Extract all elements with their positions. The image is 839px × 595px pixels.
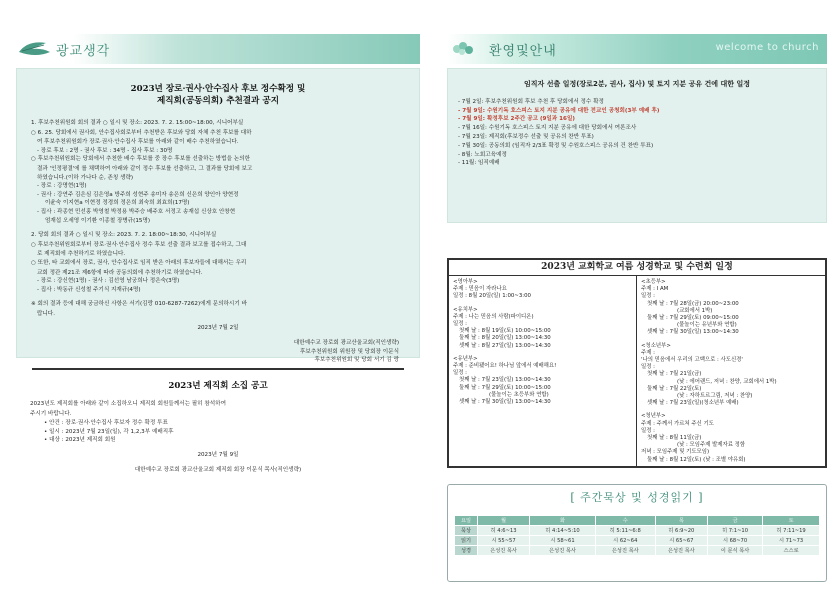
vbs-line: 둘째 날 : 7월 29일(토) 10:00~15:00 <box>459 384 551 391</box>
plan-cell: 히 4:6~13 <box>477 526 529 536</box>
vbs-line: (낮 : 에어랜드, 저녁 : 찬양, 교회에서 1박) <box>677 378 777 385</box>
schedule-line: - 7월 9일: 수원기독 호스피스 토지 지분 공유에 대한 전교인 공청회(3부 예배 후) <box>458 107 660 114</box>
text-line: • 일시 : 2023년 7월 23일(일), 각 1,2,3부 예배직후 <box>44 428 174 435</box>
vbs-line: 첫째 날 : 7월 23일(일) 13:00~14:30 <box>459 377 551 384</box>
vbs-line: 주제 : 주께서 가르쳐 주신 기도 <box>641 420 714 427</box>
vbs-line: 셋째 날 : 8월 27일(일) 13:00~14:30 <box>459 342 551 349</box>
text-line: ○ 후보추천위원회는 당회에서 추천한 배수 후보를 중 장수 후보를 선출하는 방법을 논의한 <box>31 156 250 163</box>
text-line: - 권사 : 강연주 김은심 김은영a 방주희 성현주 송미자 송은희 신은희 양인아 양현정 <box>37 191 239 198</box>
plan-header-cell: 목 <box>655 516 707 526</box>
text-line: 이윤숙 이지현a 이현정 정경희 정은희 최숙희 최효희(17명) <box>45 200 190 207</box>
vbs-line: (물놀이는 초등부와 연합) <box>489 391 549 398</box>
vbs-line: 주제 : 준비됐어요! 하나님 앞에서 예배해요! <box>453 363 557 370</box>
vbs-line: 일정 : <box>641 427 655 434</box>
text-line: - 장로 : 강명현(1명) <box>37 183 87 190</box>
text-line: 1. 후보추천위원회 회의 결과 ○ 일시 및 장소: 2023. 7. 2. 15:00~18:00, 시니어부실 <box>31 120 244 126</box>
schedule-line: - 7월 30일: 공동의회 (임직자 2/3표 확정 및 수원호스피스 공유의 건 찬반 투표) <box>458 142 654 149</box>
plan-cell: 시 65~67 <box>655 536 707 546</box>
vbs-line: <유년부> <box>453 355 478 362</box>
meeting-lines <box>30 400 406 474</box>
vbs-line: (낮 : 모임주제 발제자료 정함 <box>677 442 746 449</box>
vbs-line: 첫째 날 : 7월 28일(금) 20:00~23:00 <box>647 300 739 307</box>
reading-plan-header-row <box>455 516 820 526</box>
plan-header-cell: 화 <box>530 516 596 526</box>
nomination-notice <box>16 68 420 364</box>
text-line: - 장로 후보 : 2명 - 권사 후보 : 34명 - 집사 후보 : 30명 <box>37 147 173 154</box>
vbs-line: 셋째 날 : 7월 30일(일) 13:00~14:30 <box>647 329 739 336</box>
schedule-notice <box>447 68 827 223</box>
text-line: ○ 6. 25. 당회에서 권사회, 안수집사회로부터 추천받은 후보와 당회 자체 추천 후보를 대하 <box>31 129 252 136</box>
vbs-department <box>453 307 632 350</box>
vbs-line: 주제 : 나는 믿음의 사람(파이디온) <box>453 313 534 320</box>
vbs-line: <유치부> <box>453 306 478 313</box>
vbs-grid <box>449 276 825 466</box>
plan-cell: 은성진 목사 <box>655 546 707 556</box>
divider <box>32 368 404 370</box>
text-line: 결과 '인정평결'에 를 채택하여 아래와 같이 정수 후보를 선출하고, 그 결과를 당회에 보고 <box>37 165 253 172</box>
vbs-line: (교회에서 1박) <box>677 307 713 314</box>
plan-cell: 은성진 목사 <box>477 546 529 556</box>
vbs-line: 셋째 날 : 7월 30일(일) 13:00~14:30 <box>459 399 551 406</box>
text-line: - 장로 : 강신현(1명) - 권사 : 김선영 남궁희나 정은숙(3명) <box>37 278 180 285</box>
text-line: 후보추천위원회 위원장 및 당회장 이문식 <box>300 348 399 355</box>
vbs-line: 일정 : <box>641 364 655 371</box>
vbs-department <box>641 279 821 337</box>
schedule-title: 임직자 선출 일정(장로2분, 권사, 집사) 및 토지 지분 공유 건에 대한 일정 <box>524 80 750 88</box>
text-line: ○ 또한, 타 교회에서 장로, 권사, 안수집사로 임직 받은 아래의 후보자들에 대해서는 우리 <box>31 259 247 266</box>
text-line: ○ 후보추천위원회로부터 장로·권사·안수집사 정수 후보 선출 결과 보고를 접수하고, 그대 <box>31 241 247 248</box>
plan-cell: 히 6:9~20 <box>655 526 707 536</box>
vbs-line: 셋째 날 : 7월 23일(일)(청소년부 예배) <box>647 400 739 407</box>
right-section-header <box>447 34 827 64</box>
text-line: ※ 회의 결과 등에 대해 궁금하신 사항은 서기(김랑 010-6287-7262)에게 문의하시기 바 <box>31 301 247 308</box>
vbs-left-column <box>449 276 637 466</box>
vbs-line: (물놀이는 유년부와 연합) <box>677 322 737 329</box>
plan-cell: 히 5:11~6:8 <box>595 526 655 536</box>
table-row <box>455 536 820 546</box>
meeting-notice <box>16 380 420 474</box>
reading-plan-body <box>455 526 820 556</box>
vbs-line: 첫째 날 : 8월 19일(토) 10:00~15:00 <box>459 328 551 335</box>
text-line: • 안건 : 장로·권사·안수집사 후보자 정수 확정 투표 <box>44 420 168 427</box>
text-line: 로 제직회에 추천하기로 하였습니다. <box>37 251 126 258</box>
vbs-department <box>453 279 632 301</box>
text-line: 랍니다. <box>37 310 55 317</box>
table-row <box>455 526 820 536</box>
vbs-line: 첫째 날 : 7월 21일(금) <box>647 371 702 378</box>
vbs-line: <청소년부> <box>641 342 671 349</box>
text-line: 하였습니다.(이하 가나다 순, 존칭 생략) <box>37 174 134 181</box>
plan-cell: 히 7:1~10 <box>707 526 762 536</box>
vbs-line: <초등부> <box>641 279 666 285</box>
schedule-line: - 11월: 임직예배 <box>458 160 500 167</box>
vbs-line: (낮 : 자하트르그림, 저녁 : 찬양) <box>677 393 753 400</box>
left-column <box>16 34 420 474</box>
nomination-lines <box>31 119 405 365</box>
vbs-line: 둘째 날 : 7월 29일(토) 09:00~15:00 <box>647 315 739 322</box>
right-section-title: 환영및안내 <box>489 43 557 59</box>
vbs-line: 일정 : <box>453 321 467 328</box>
vbs-line: 둘째 날 : 7월 22일(토) <box>647 385 702 392</box>
text-line: • 대상 : 2023년 제직회 회원 <box>44 437 116 444</box>
plan-cell: 성경 <box>455 546 478 556</box>
text-line: 교회 정관 제21조 제6항에 따라 공동의회에 추천하기로 하였습니다. <box>37 269 203 276</box>
text-line: 여 후보추천위원회가 장로·권사·안수집사 후보를 아래와 같이 배수 추천하였습니다. <box>37 139 239 146</box>
flower-icon <box>447 38 485 60</box>
right-column <box>447 34 827 468</box>
text-line: 2. 당회 회의 결과 ○ 일시 및 장소: 2023. 7. 2. 18:00~18:30, 시니어부실 <box>31 232 217 239</box>
leaf-icon <box>16 38 54 60</box>
vbs-line: '나의 믿음에서 우리의 고백으로 : 사도신경' <box>641 357 743 364</box>
schedule-line: - 7월 16일: 수원기독 호스피스 토지 지분 공유에 대한 당회에서 여론조사 <box>458 125 637 132</box>
vbs-title: 2023년 교회학교 여름 성경학교 및 수련회 일정 <box>449 260 825 276</box>
right-section-subtitle: welcome to church <box>715 42 819 53</box>
left-section-header <box>16 34 420 64</box>
text-line: 대한예수교 장로회 광교산울교회(직인생략) <box>293 340 399 347</box>
schedule-line: - 8월: 노회고육예정 <box>458 151 507 158</box>
plan-cell: 시 62~64 <box>595 536 655 546</box>
plan-cell: 묵상 <box>455 526 478 536</box>
text-line: 주시기 바랍니다. <box>30 410 72 417</box>
vbs-line: 일정 : <box>641 293 655 300</box>
plan-cell: 시 71~73 <box>763 536 820 546</box>
text-line: 대한예수교 장로회 광교산울교회 제직회 회장 이문식 목사(직인생략) <box>134 466 302 473</box>
plan-header-cell: 금 <box>707 516 762 526</box>
vbs-line: 주제 : <box>641 349 655 356</box>
plan-header-cell: 요일 <box>455 516 478 526</box>
text-line: - 집사 : 곽종현 민선홍 박영철 박정용 박주승 배주호 서정고 송재섭 신상호 안창현 <box>37 208 236 215</box>
text-line: 2023년 7월 9일 <box>197 451 239 458</box>
text-line: - 집사 : 박동규 신성철 주기식 지재규(4명) <box>37 286 141 293</box>
vbs-department <box>641 413 821 463</box>
reading-plan-title: [ 주간묵상 및 성경읽기 ] <box>570 491 704 504</box>
plan-cell: 스스로 <box>763 546 820 556</box>
text-line: 후보추천위원회 및 당회 서기 김 랑 <box>314 357 399 364</box>
vbs-line: 둘째 날 : 8월 20일(일) 13:00~14:30 <box>459 335 551 342</box>
reading-plan-table <box>454 515 820 556</box>
plan-cell: 이 문식 목사 <box>707 546 762 556</box>
table-row <box>455 546 820 556</box>
vbs-line: 일정 : 8월 20일(일) 1:00~3:00 <box>453 293 531 300</box>
plan-cell: 히 7:11~19 <box>763 526 820 536</box>
vbs-right-column <box>637 276 825 466</box>
schedule-lines <box>458 98 816 168</box>
vbs-line: 주제 : 믿음이 자라나요 <box>453 286 507 293</box>
plan-header-cell: 토 <box>763 516 820 526</box>
nomination-title: 2023년 장로·권사·안수집사 후보 정수확정 및 제직회(공동의회) 추천결과 공지 <box>130 84 306 106</box>
plan-cell: 시 68~70 <box>707 536 762 546</box>
text-line: 2023년도 제직회를 아래와 같이 소집하오니 제직회 회원들께서는 필히 참석하여 <box>30 401 226 407</box>
plan-cell: 읽기 <box>455 536 478 546</box>
text-line: 2023년 7월 2일 <box>197 325 239 332</box>
reading-plan <box>447 484 827 582</box>
plan-cell: 시 55~57 <box>477 536 529 546</box>
vbs-line: <영아부> <box>453 279 478 285</box>
meeting-title: 2023년 제직회 소집 공고 <box>168 381 268 391</box>
left-section-title: 광교생각 <box>56 43 111 59</box>
plan-cell: 히 4:14~5:10 <box>530 526 596 536</box>
plan-header-cell: 월 <box>477 516 529 526</box>
plan-cell: 은성진 목사 <box>595 546 655 556</box>
vbs-schedule-box <box>447 258 827 468</box>
plan-header-cell: 수 <box>595 516 655 526</box>
vbs-line: 첫째 날 : 8월 11일(금) <box>647 435 702 442</box>
schedule-line: - 7월 2일: 후보추천위원회 후보 추천 후 당회에서 정수 확정 <box>458 98 604 105</box>
vbs-line: 둘째 날 : 8월 12일(토) (낮 : 조별 야유회) <box>647 456 746 463</box>
vbs-department <box>453 356 632 406</box>
vbs-department <box>641 343 821 408</box>
vbs-line: <청년부> <box>641 413 666 420</box>
vbs-line: 일정 : <box>453 370 467 377</box>
plan-cell: 은성진 목사 <box>530 546 596 556</box>
schedule-line: - 7월 9일: 확정후보 2주간 공고 (9일과 16일) <box>458 116 575 123</box>
plan-cell: 시 58~61 <box>530 536 596 546</box>
text-line: 엄재섭 오세영 이기환 이종철 장병규(15명) <box>45 217 151 224</box>
schedule-line: - 7월 23일: 제직회(후보정수 선출 및 공유의 찬반 투표) <box>458 133 594 140</box>
vbs-line: 주제 : I AM <box>641 286 669 293</box>
vbs-line: 저녁 : 모임주제 및 기도모임) <box>641 449 710 456</box>
